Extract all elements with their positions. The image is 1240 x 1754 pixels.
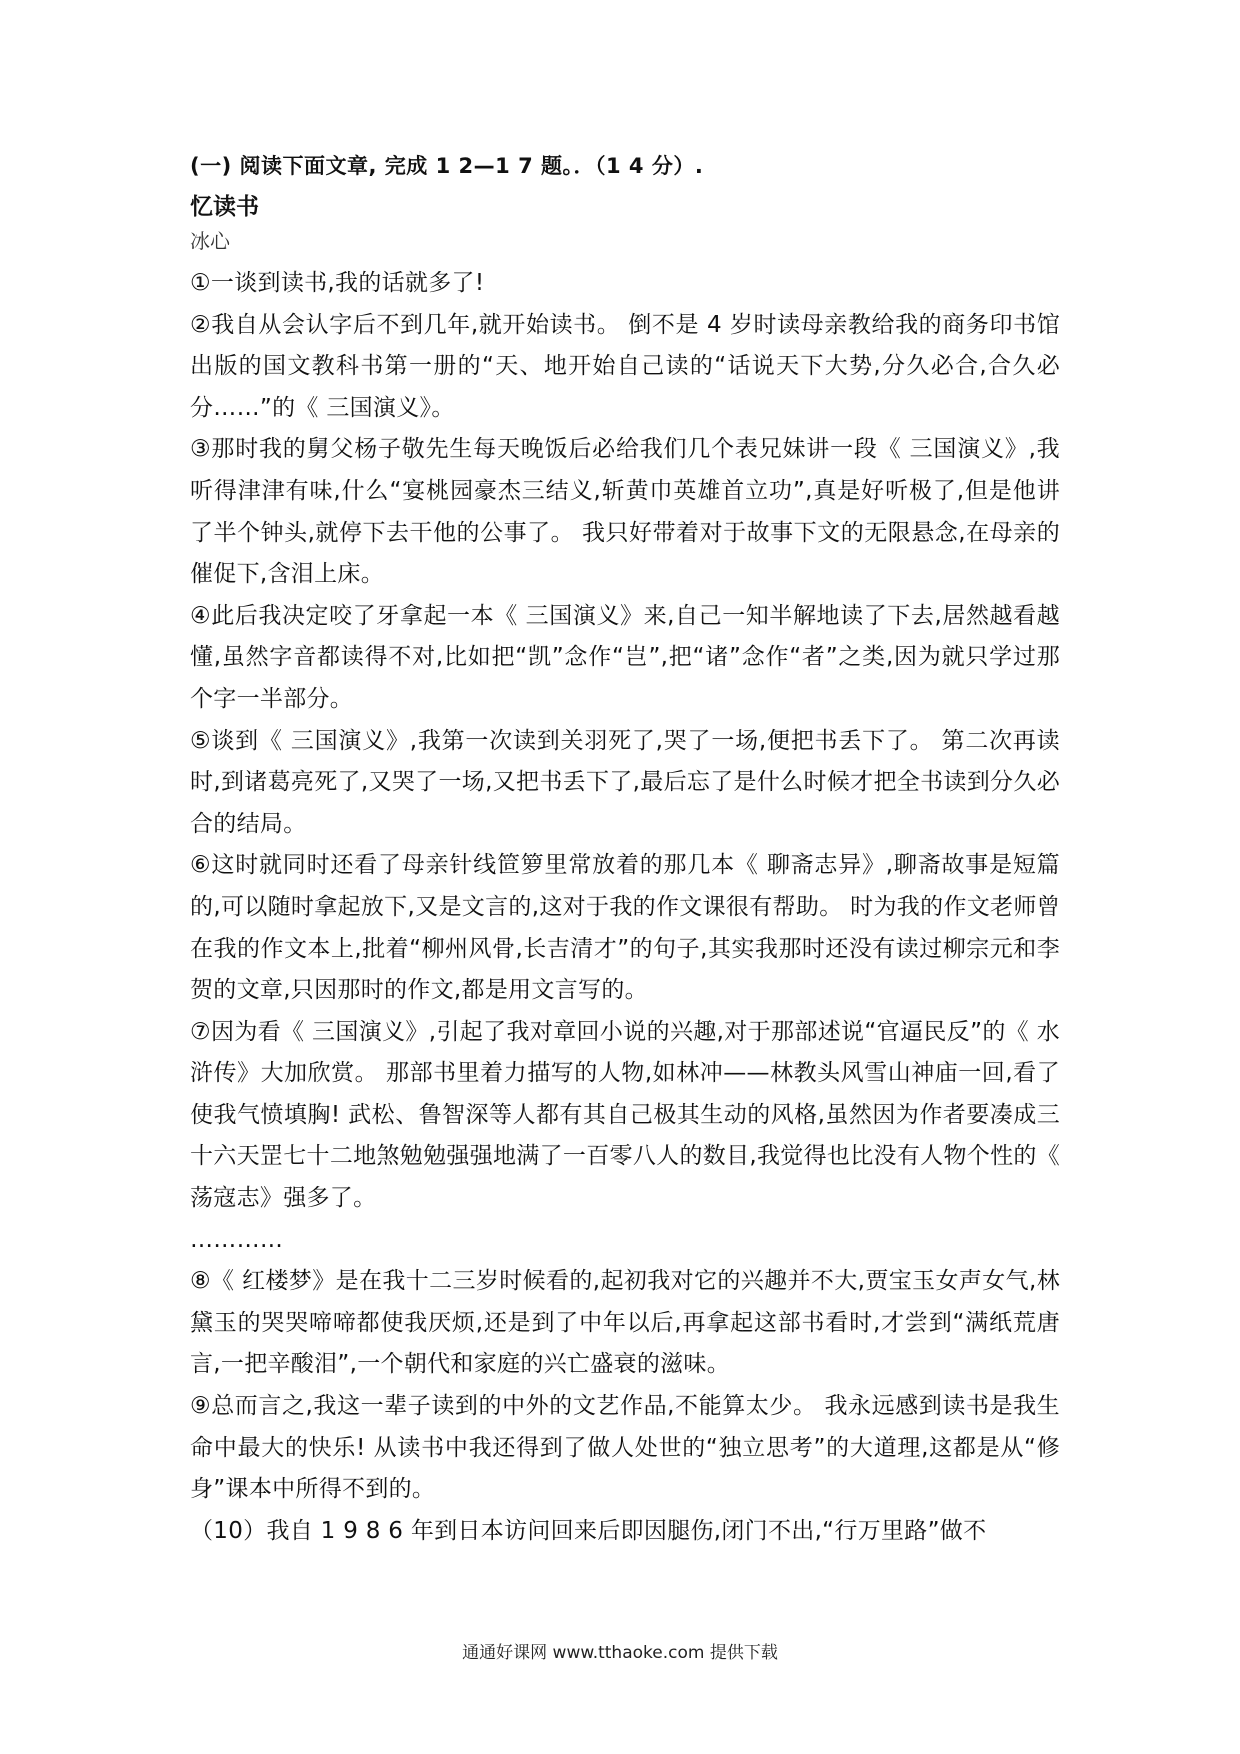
paragraph-8: ⑧《 红楼梦》是在我十二三岁时候看的,起初我对它的兴趣并不大,贾宝玉女声女气,林黛玉的哭哭啼啼都使我厌烦,还是到了中年以后,再拿起这部书看时,才尝到“满纸荒唐言,一把辛酸泪”,一个朝代和家庭的兴亡盛衰的滋味。 <box>190 1268 1060 1378</box>
question-instruction: (一) 阅读下面文章, 完成 1 2—1 7 题。．（1 4 分）. <box>190 154 704 178</box>
ellipsis-line: ………… <box>190 1226 284 1253</box>
paragraph-6: ⑥这时就同时还看了母亲针线笸箩里常放着的那几本《 聊斋志异》,聊斋故事是短篇的,可以随时拿起放下,又是文言的,这对于我的作文课很有帮助。 时为我的作文老师曾在我的作文本上,批着“柳州风骨,长吉清才”的句子,其实我那时还没有读过柳宗元和李贺的文章,只因那时的作文,都是用文言写的。 <box>190 852 1060 1004</box>
article-author: 冰心 <box>190 229 230 253</box>
paragraph-7: ⑦因为看《 三国演义》,引起了我对章回小说的兴趣,对于那部述说“官逼民反”的《 水浒传》大加欣赏。 那部书里着力描写的人物,如林冲——林教头风雪山神庙一回,看了使我气愤填胸! 武松、鲁智深等人都有其自己极其生动的风格,虽然因为作者要凑成三十六天罡七十二地煞勉勉强强地满了一百零八人的数目,我觉得也比没有人物个性的《 荡寇志》强多了。 <box>190 1018 1060 1212</box>
paragraph-1: ①一谈到读书,我的话就多了! <box>190 270 485 296</box>
paragraph-2: ②我自从会认字后不到几年,就开始读书。 倒不是 4 岁时读母亲教给我的商务印书馆出版的国文教科书第一册的“天、地开始自己读的“话说天下大势,分久必合,合久必分……”的《 三国演义》。 <box>190 311 1060 421</box>
paragraph-9: ⑨总而言之,我这一辈子读到的中外的文艺作品,不能算太少。 我永远感到读书是我生命中最大的快乐! 从读书中我还得到了做人处世的“独立思考”的大道理,这都是从“修身”课本中所得不到的。 <box>190 1393 1060 1503</box>
article-title: 忆读书 <box>190 194 259 220</box>
paragraph-10: （10）我自 1 9 8 6 年到日本访问回来后即因腿伤,闭门不出,“行万里路”做不 <box>190 1517 987 1544</box>
page-footer: 通通好课网 www.tthaoke.com 提供下载 <box>462 1643 778 1663</box>
paragraph-4: ④此后我决定咬了牙拿起一本《 三国演义》来,自己一知半解地读了下去,居然越看越懂,虽然字音都读得不对,比如把“凯”念作“岂”,把“诸”念作“者”之类,因为就只学过那个字一半部分。 <box>190 602 1060 712</box>
article-body <box>190 263 1060 1552</box>
paragraph-5: ⑤谈到《 三国演义》,我第一次读到关羽死了,哭了一场,便把书丢下了。 第二次再读时,到诸葛亮死了,又哭了一场,又把书丢下了,最后忘了是什么时候才把全书读到分久必合的结局。 <box>190 727 1060 837</box>
paragraph-3: ③那时我的舅父杨子敬先生每天晚饭后必给我们几个表兄妹讲一段《 三国演义》,我听得津津有味,什么“宴桃园豪杰三结义,斩黄巾英雄首立功”,真是好听极了,但是他讲了半个钟头,就停下去干他的公事了。 我只好带着对于故事下文的无限悬念,在母亲的催促下,含泪上床。 <box>190 436 1060 588</box>
